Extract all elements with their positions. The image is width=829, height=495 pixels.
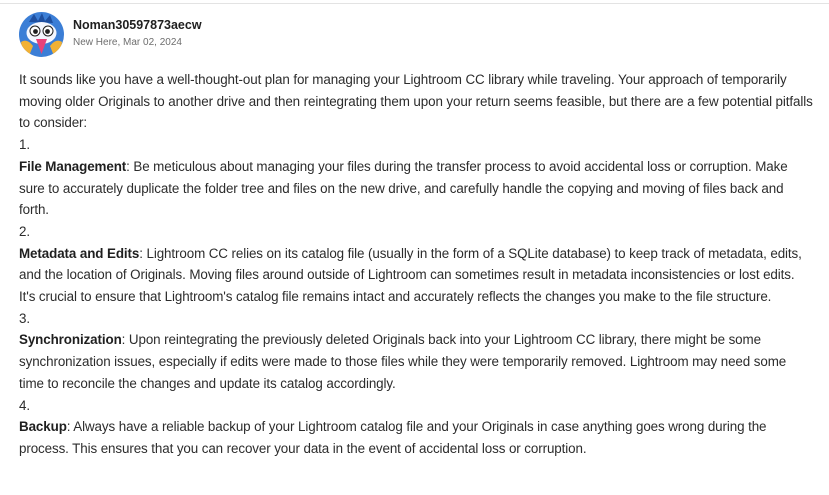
point-number-3: 3. <box>19 310 30 326</box>
bird-avatar-icon <box>19 12 64 57</box>
author-rank: New Here <box>73 37 118 48</box>
post-intro: It sounds like you have a well-thought-out plan for managing your Lightroom CC library while traveling. Your approach of temporarily moving older Originals to another drive and then reintegrating them upon your return seems feasible, but there are a few potential pitfalls to consider: <box>19 72 813 131</box>
point-number-2: 2. <box>19 223 30 239</box>
point-text-4: : Always have a reliable backup of your Lightroom catalog file and your Originals in case anything goes wrong during the process. This ensures that you can recover your data in the event of accidental loss or corruption. <box>19 419 767 456</box>
point-2 <box>19 243 814 308</box>
point-number-4: 4. <box>19 397 30 413</box>
avatar-pupil-right <box>45 29 50 34</box>
point-number-1: 1. <box>19 137 30 153</box>
post-date: Mar 02, 2024 <box>123 37 182 48</box>
point-title-3: Synchronization <box>19 332 122 348</box>
point-title-4: Backup <box>19 419 67 435</box>
point-1 <box>19 156 814 221</box>
author-name[interactable]: Noman30597873aecw <box>73 18 202 32</box>
avatar-pupil-left <box>33 29 38 34</box>
point-text-3: : Upon reintegrating the previously deleted Originals back into your Lightroom CC library, there might be some synchronization issues, especially if edits were made to those files while they were temporarily removed. Lightroom may need some time to reconcile the changes and update its catalog accordingly. <box>19 332 787 391</box>
point-4 <box>19 416 814 459</box>
point-3 <box>19 329 814 394</box>
author-meta <box>73 36 202 49</box>
point-text-2: : Lightroom CC relies on its catalog file (usually in the form of a SQLite database) to keep track of metadata, edits, and the location of Originals. Moving files around outside of Lightroom can sometimes result in metadata inconsistencies or lost edits. It's crucial to ensure that Lightroom's catalog file remains intact and accurately reflects the changes you make to the file structure. <box>19 245 802 305</box>
post-body <box>19 69 814 460</box>
point-title-1: File Management <box>19 158 127 174</box>
top-divider <box>0 3 829 4</box>
author-meta-separator: , <box>117 37 124 48</box>
post-header <box>19 12 202 57</box>
author-block <box>73 18 202 49</box>
avatar[interactable] <box>19 12 64 57</box>
point-title-2: Metadata and Edits <box>19 245 140 261</box>
point-text-1: : Be meticulous about managing your files during the transfer process to avoid accidental loss or corruption. Make sure to accurately duplicate the folder tree and files on the new drive, and carefully handle the copying and moving of files back and forth. <box>19 158 788 218</box>
